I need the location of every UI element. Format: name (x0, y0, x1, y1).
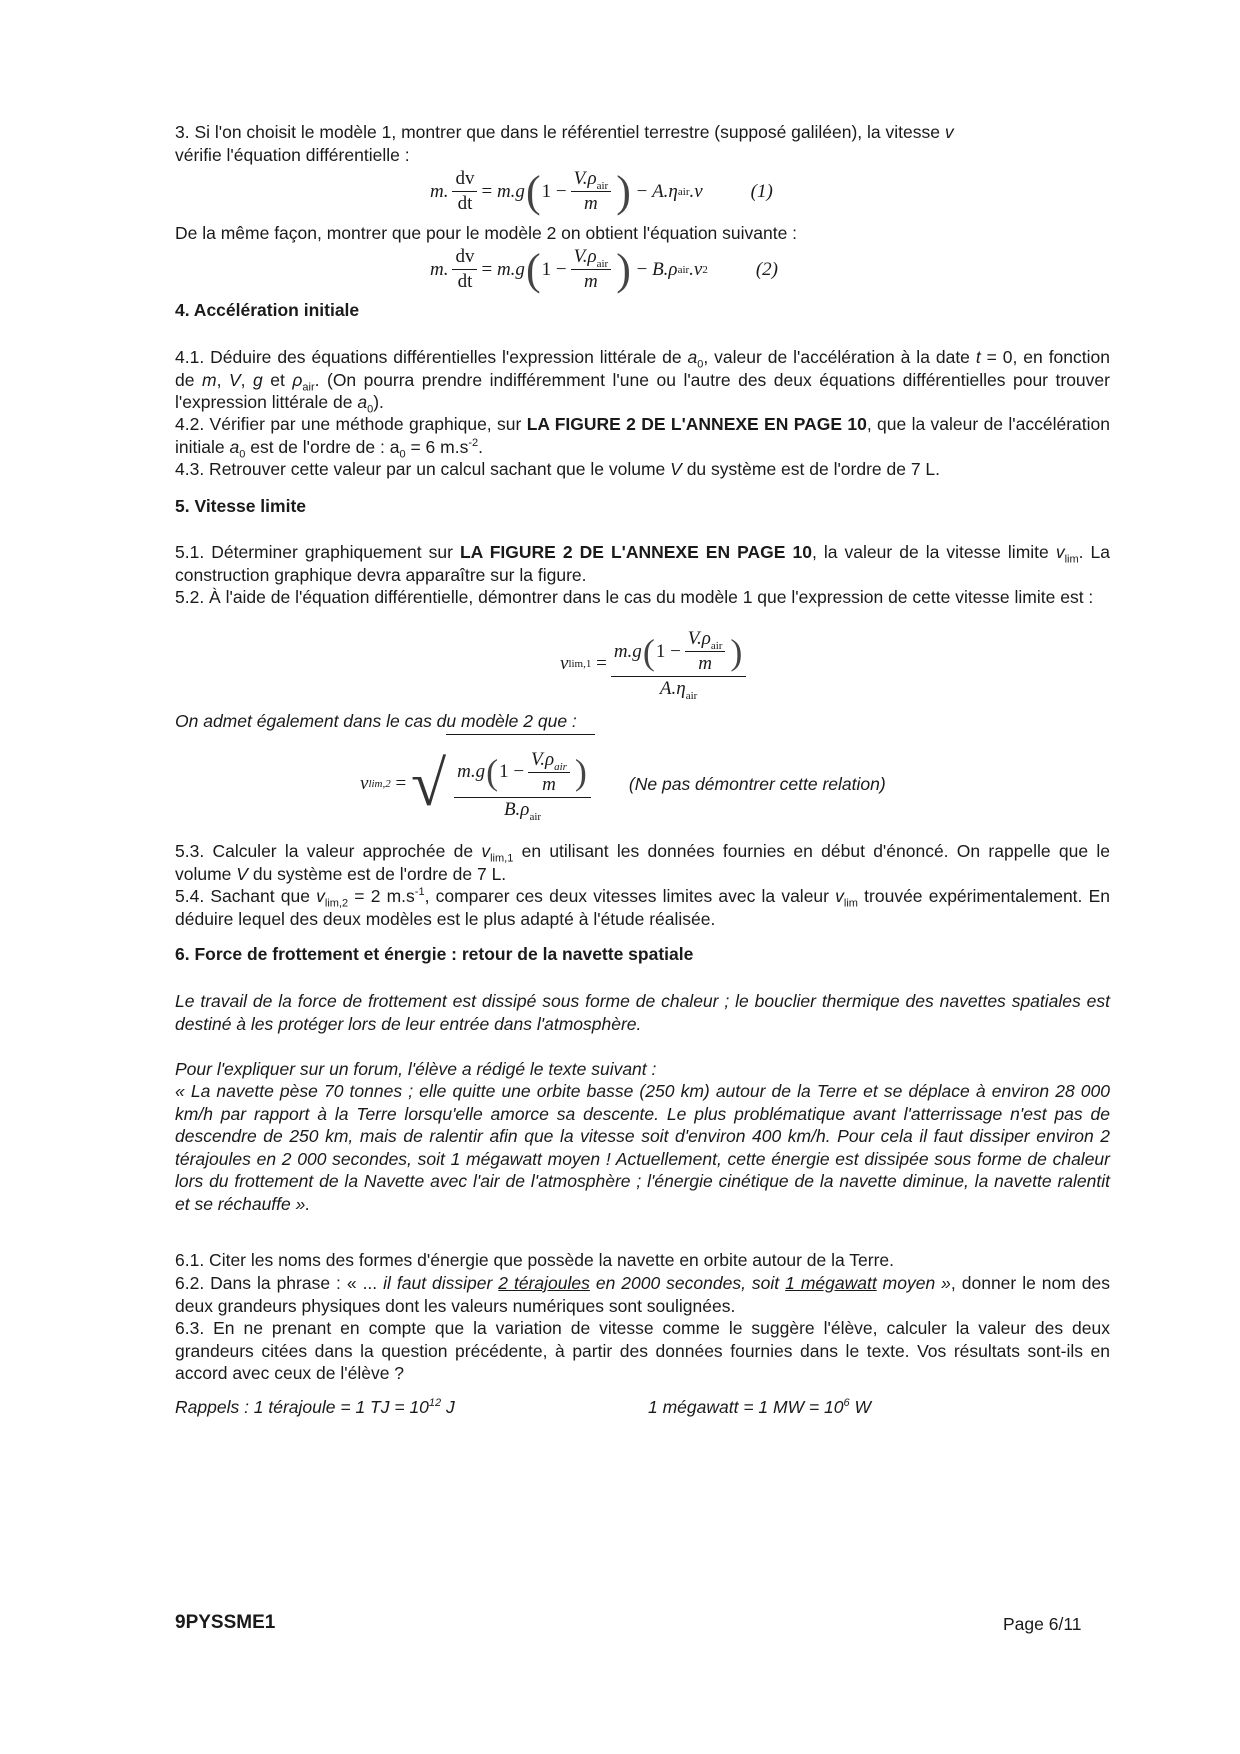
q6-1: 6.1. Citer les noms des formes d'énergie que possède la navette en orbite autour de la Terre. (175, 1250, 894, 1270)
q3-line1: 3. Si l'on choisit le modèle 1, montrer que dans le référentiel terrestre (supposé galiléen), la vitesse v (175, 122, 954, 142)
q4-2: 4.2. Vérifier par une méthode graphique, sur LA FIGURE 2 DE L'ANNEXE EN PAGE 10, que la valeur de l'accélération initiale $a_0$ est de l'ordre de : $a_0 = 6$ $m.s^{-2}$. (175, 414, 1110, 460)
equation-vlim2: v lim,2 = √ m.g ( 1 − $\frac{V.\rho_{air}}{m}$ ) $B.\rho_{air}$ (Ne pas démontrer cette relation) (360, 734, 886, 834)
q6-2: 6.2. Dans la phrase : « ... il faut dissiper 2 térajoules en 2000 secondes, soit 1 mégawatt moyen », donner le nom des deux grandeurs physiques dont les valeurs numériques sont soulignées. (175, 1273, 1111, 1316)
equation-1: m. $\frac{dv}{dt}$ = m.g ( 1 − $\frac{V.\rho_{air}}{m}$ ) − A.η air .v (1) (430, 166, 773, 216)
q5-1: 5.1. Déterminer graphiquement sur LA FIGURE 2 DE L'ANNEXE EN PAGE 10, la valeur de la vitesse limite $v_{lim}$. La construction graphique devra apparaître sur la figure. (175, 542, 1110, 585)
q5-4: 5.4. Sachant que $v_{lim,2} = 2$ $m.s^{-1}$, comparer ces deux vitesses limites avec la valeur $v_{lim}$ trouvée expérimentalement. En déduire lequel des deux modèles est le plus adapté à l'étude réalisée. (175, 886, 1110, 929)
q3-mid: De la même façon, montrer que pour le modèle 2 on obtient l'équation suivante : (175, 223, 798, 243)
q4-1: 4.1. Déduire des équations différentielles l'expression littérale de $a_0$, valeur de l'accélération à la date t = 0, en fonction de m, V, g et $\rho_{air}$. (On pourra prendre indifféremment l'une ou l'autre des deux équations différentielles pour trouver l'expression littérale de $a_0$). (175, 347, 1110, 416)
equation-2: m. $\frac{dv}{dt}$ = m.g ( 1 − $\frac{V.\rho_{air}}{m}$ ) − B.ρ air .v 2 (2) (430, 244, 779, 294)
q6-3: 6.3. En ne prenant en compte que la variation de vitesse comme le suggère l'élève, calculer la valeur des deux grandeurs citées dans la question précédente, à partir des données fournies dans le texte. Vos résultats sont-ils en accord avec ceux de l'élève ? (175, 1318, 1110, 1383)
rappel-terajoule: Rappels : 1 térajoule = 1 TJ = $10^{12}$ J (175, 1397, 455, 1417)
section-6-title: 6. Force de frottement et énergie : retour de la navette spatiale (175, 944, 694, 964)
q4-3: 4.3. Retrouver cette valeur par un calcul sachant que le volume V du système est de l'ordre de 7 L. (175, 459, 941, 479)
q3-line2: vérifie l'équation différentielle : (175, 145, 410, 165)
forum-quote: « La navette pèse 70 tonnes ; elle quitte une orbite basse (250 km) autour de la Terre et se déplace à environ 28 000 km/h par rapport à la Terre lorsqu'elle amorce sa descente. Le plus problématique avant l'atterrissage n'est pas de descendre de 250 km, mais de ralentir afin que la vitesse soit d'environ 400 km/h. Pour cela il faut dissiper environ 2 térajoules en 2 000 secondes, soit 1 mégawatt moyen ! Actuellement, cette énergie est dissipée sous forme de chaleur lors du frottement de la Navette avec l'air de l'atmosphère ; l'énergie cinétique de la navette diminue, la navette ralentit et se réchauffe ». (175, 1081, 1110, 1214)
section-5-title: 5. Vitesse limite (175, 496, 307, 516)
equation-vlim1: v lim,1 = m.g ( 1 − $\frac{V.\rho_{air}}{m}$ ) $A.\eta_{air}$ (560, 628, 750, 700)
admet-text: On admet également dans le cas du modèle 2 que : (175, 711, 577, 731)
section-4-title: 4. Accélération initiale (175, 300, 360, 320)
forum-intro: Pour l'expliquer sur un forum, l'élève a rédigé le texte suivant : (175, 1059, 657, 1079)
q6-intro: Le travail de la force de frottement est dissipé sous forme de chaleur ; le bouclier thermique des navettes spatiales est destiné à les protéger lors de leur entrée dans l'atmosphère. (175, 991, 1110, 1034)
footer-code: 9PYSSME1 (175, 1612, 276, 1633)
rappel-megawatt: 1 mégawatt = 1 MW = $10^6$ W (648, 1397, 872, 1417)
q5-3: 5.3. Calculer la valeur approchée de $v_{lim,1}$ en utilisant les données fournies en début d'énoncé. On rappelle que le volume V du système est de l'ordre de 7 L. (175, 841, 1110, 884)
footer-page-number: Page 6/11 (1003, 1614, 1082, 1634)
q5-2: 5.2. À l'aide de l'équation différentielle, démontrer dans le cas du modèle 1 que l'expression de cette vitesse limite est : (175, 587, 1094, 607)
